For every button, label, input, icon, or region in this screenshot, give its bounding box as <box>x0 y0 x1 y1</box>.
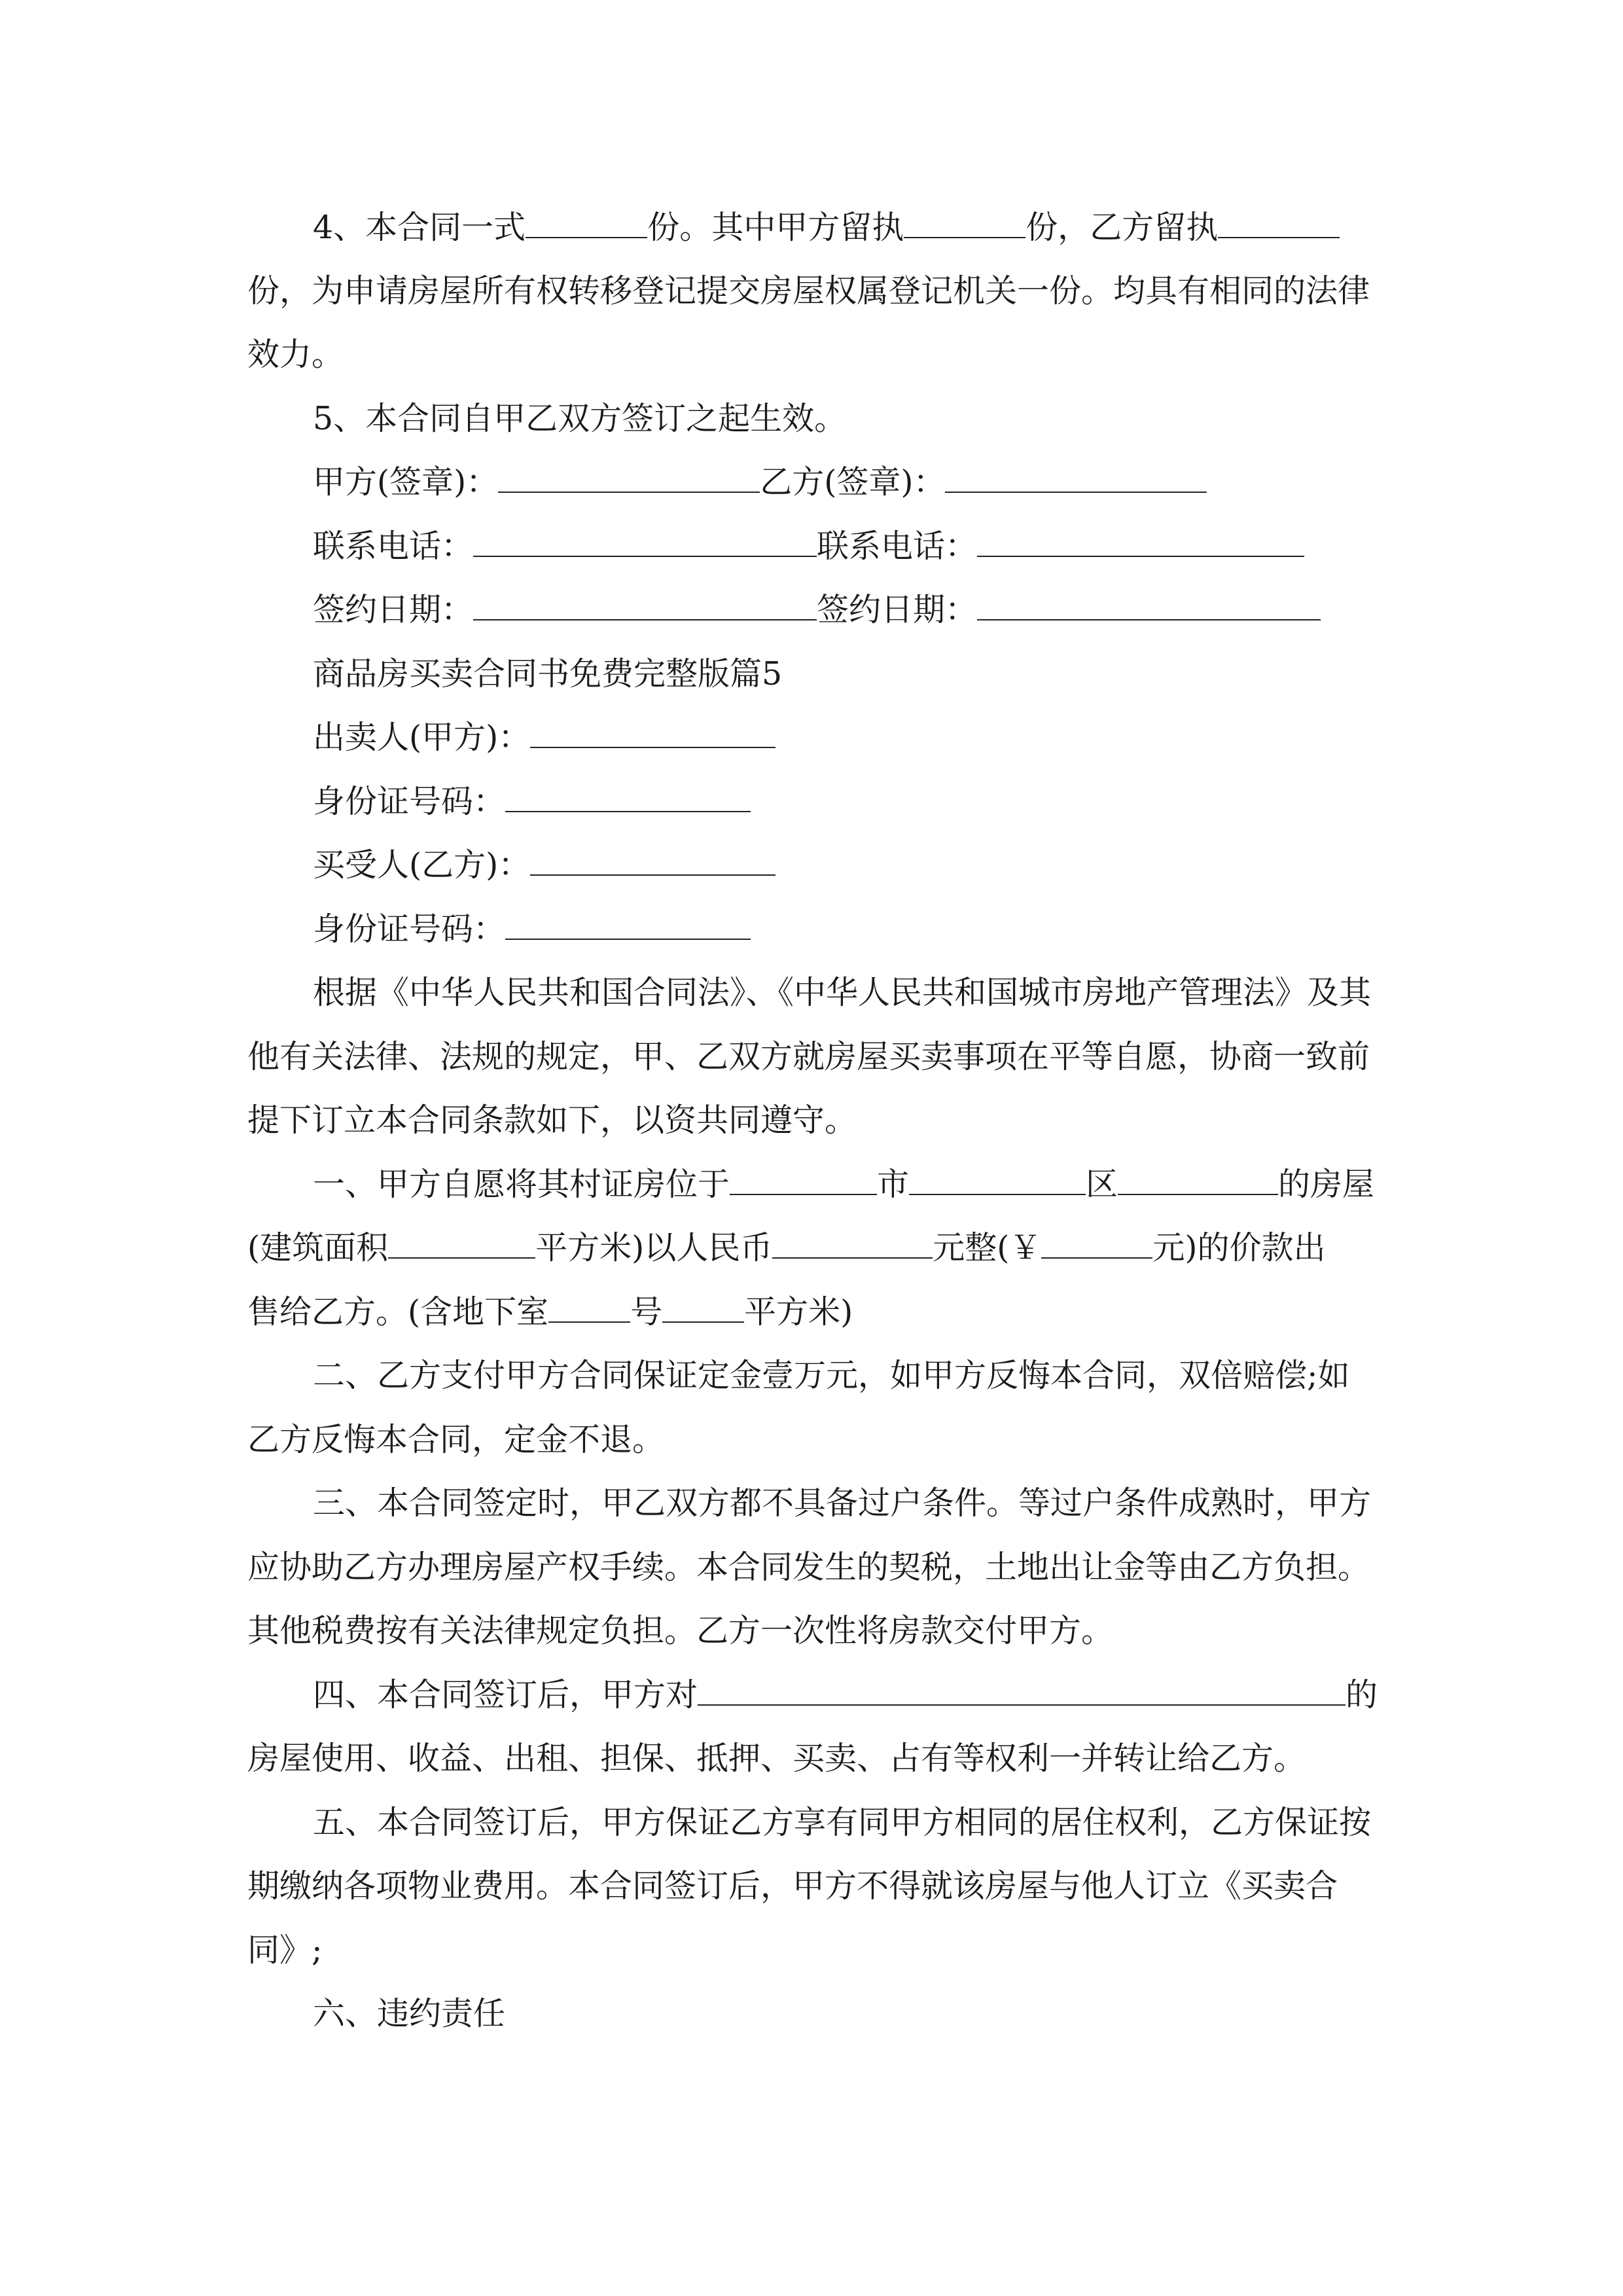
section-title: 商品房买卖合同书免费完整版篇5 <box>313 655 783 692</box>
clause4-line1: 4、本合同一式 份。其中甲方留执 份，乙方留执 <box>313 208 1340 247</box>
buyer-id-blank <box>505 912 751 940</box>
property-blank <box>698 1678 1346 1706</box>
buyer-id-row: 身份证号码： <box>313 910 751 949</box>
art6-heading: 六、违约责任 <box>313 1995 506 2032</box>
basement-number-blank <box>548 1295 630 1323</box>
party-a-date-blank <box>473 593 817 620</box>
date-row: 签约日期： 签约日期： <box>313 590 1321 630</box>
seller-id-blank <box>505 785 751 812</box>
copies-party-a-blank <box>904 211 1026 238</box>
seller-row: 出卖人(甲方)： <box>313 718 776 757</box>
price-digits-blank <box>1041 1231 1152 1259</box>
party-b-date-blank <box>977 593 1321 620</box>
art1-line3: 售给乙方。(含地下室 号 平方米) <box>247 1293 853 1331</box>
buyer-row: 买受人(乙方)： <box>313 846 776 885</box>
buyer-name-blank <box>530 848 776 876</box>
intro-line-1: 根据《中华人民共和国合同法》、《中华人民共和国城市房地产管理法》及其 <box>313 974 1372 1011</box>
art3-line3: 其他税费按有关法律规定负担。乙方一次性将房款交付甲方。 <box>247 1612 1114 1649</box>
clause4-line2: 份，为申请房屋所有权转移登记提交房屋权属登记机关一份。均具有相同的法律 <box>247 272 1370 310</box>
seller-name-blank <box>530 721 776 748</box>
art2-line2: 乙方反悔本合同，定金不退。 <box>247 1421 665 1458</box>
art5-line3: 同》; <box>247 1931 323 1969</box>
clause5: 5、本合同自甲乙双方签订之起生效。 <box>313 400 847 437</box>
art4-line1: 四、本合同签订后，甲方对 的 <box>313 1676 1378 1713</box>
art1-line1: 一、甲方自愿将其村证房位于 市 区 的房屋 <box>313 1166 1375 1203</box>
intro-line-3: 提下订立本合同条款如下，以资共同遵守。 <box>247 1102 857 1139</box>
clause4-line3: 效力。 <box>247 336 344 373</box>
art5-line1: 五、本合同签订后，甲方保证乙方享有同甲方相同的居住权利，乙方保证按 <box>313 1804 1372 1841</box>
art3-line1: 三、本合同签定时，甲乙双方都不具备过户条件。等过户条件成熟时，甲方 <box>313 1484 1372 1522</box>
price-words-blank <box>772 1231 933 1259</box>
city-blank <box>730 1168 877 1195</box>
copies-total-blank <box>526 211 647 238</box>
party-a-signature-blank <box>498 465 760 493</box>
seller-id-row: 身份证号码： <box>313 782 751 821</box>
art4-line2: 房屋使用、收益、出租、担保、抵押、买卖、占有等权利一并转让给乙方。 <box>247 1740 1306 1777</box>
copies-party-b-blank <box>1218 211 1340 238</box>
intro-line-2: 他有关法律、法规的规定，甲、乙双方就房屋买卖事项在平等自愿，协商一致前 <box>247 1038 1370 1075</box>
basement-area-blank <box>662 1295 744 1323</box>
signature-row: 甲方(签章)： 乙方(签章)： <box>313 463 1207 502</box>
art1-line2: (建筑面积 平方米)以人民币 元整(￥ 元)的价款出 <box>247 1229 1326 1266</box>
address-blank <box>1118 1168 1278 1195</box>
party-a-phone-blank <box>473 529 817 557</box>
art2-line1: 二、乙方支付甲方合同保证定金壹万元，如甲方反悔本合同，双倍赔偿;如 <box>313 1357 1350 1394</box>
phone-row: 联系电话： 联系电话： <box>313 527 1304 566</box>
party-b-signature-blank <box>945 465 1207 493</box>
area-blank <box>388 1231 535 1259</box>
art5-line2: 期缴纳各项物业费用。本合同签订后，甲方不得就该房屋与他人订立《买卖合 <box>247 1867 1338 1905</box>
art3-line2: 应协助乙方办理房屋产权手续。本合同发生的契税，土地出让金等由乙方负担。 <box>247 1549 1370 1586</box>
party-b-phone-blank <box>977 529 1304 557</box>
district-blank <box>909 1168 1086 1195</box>
